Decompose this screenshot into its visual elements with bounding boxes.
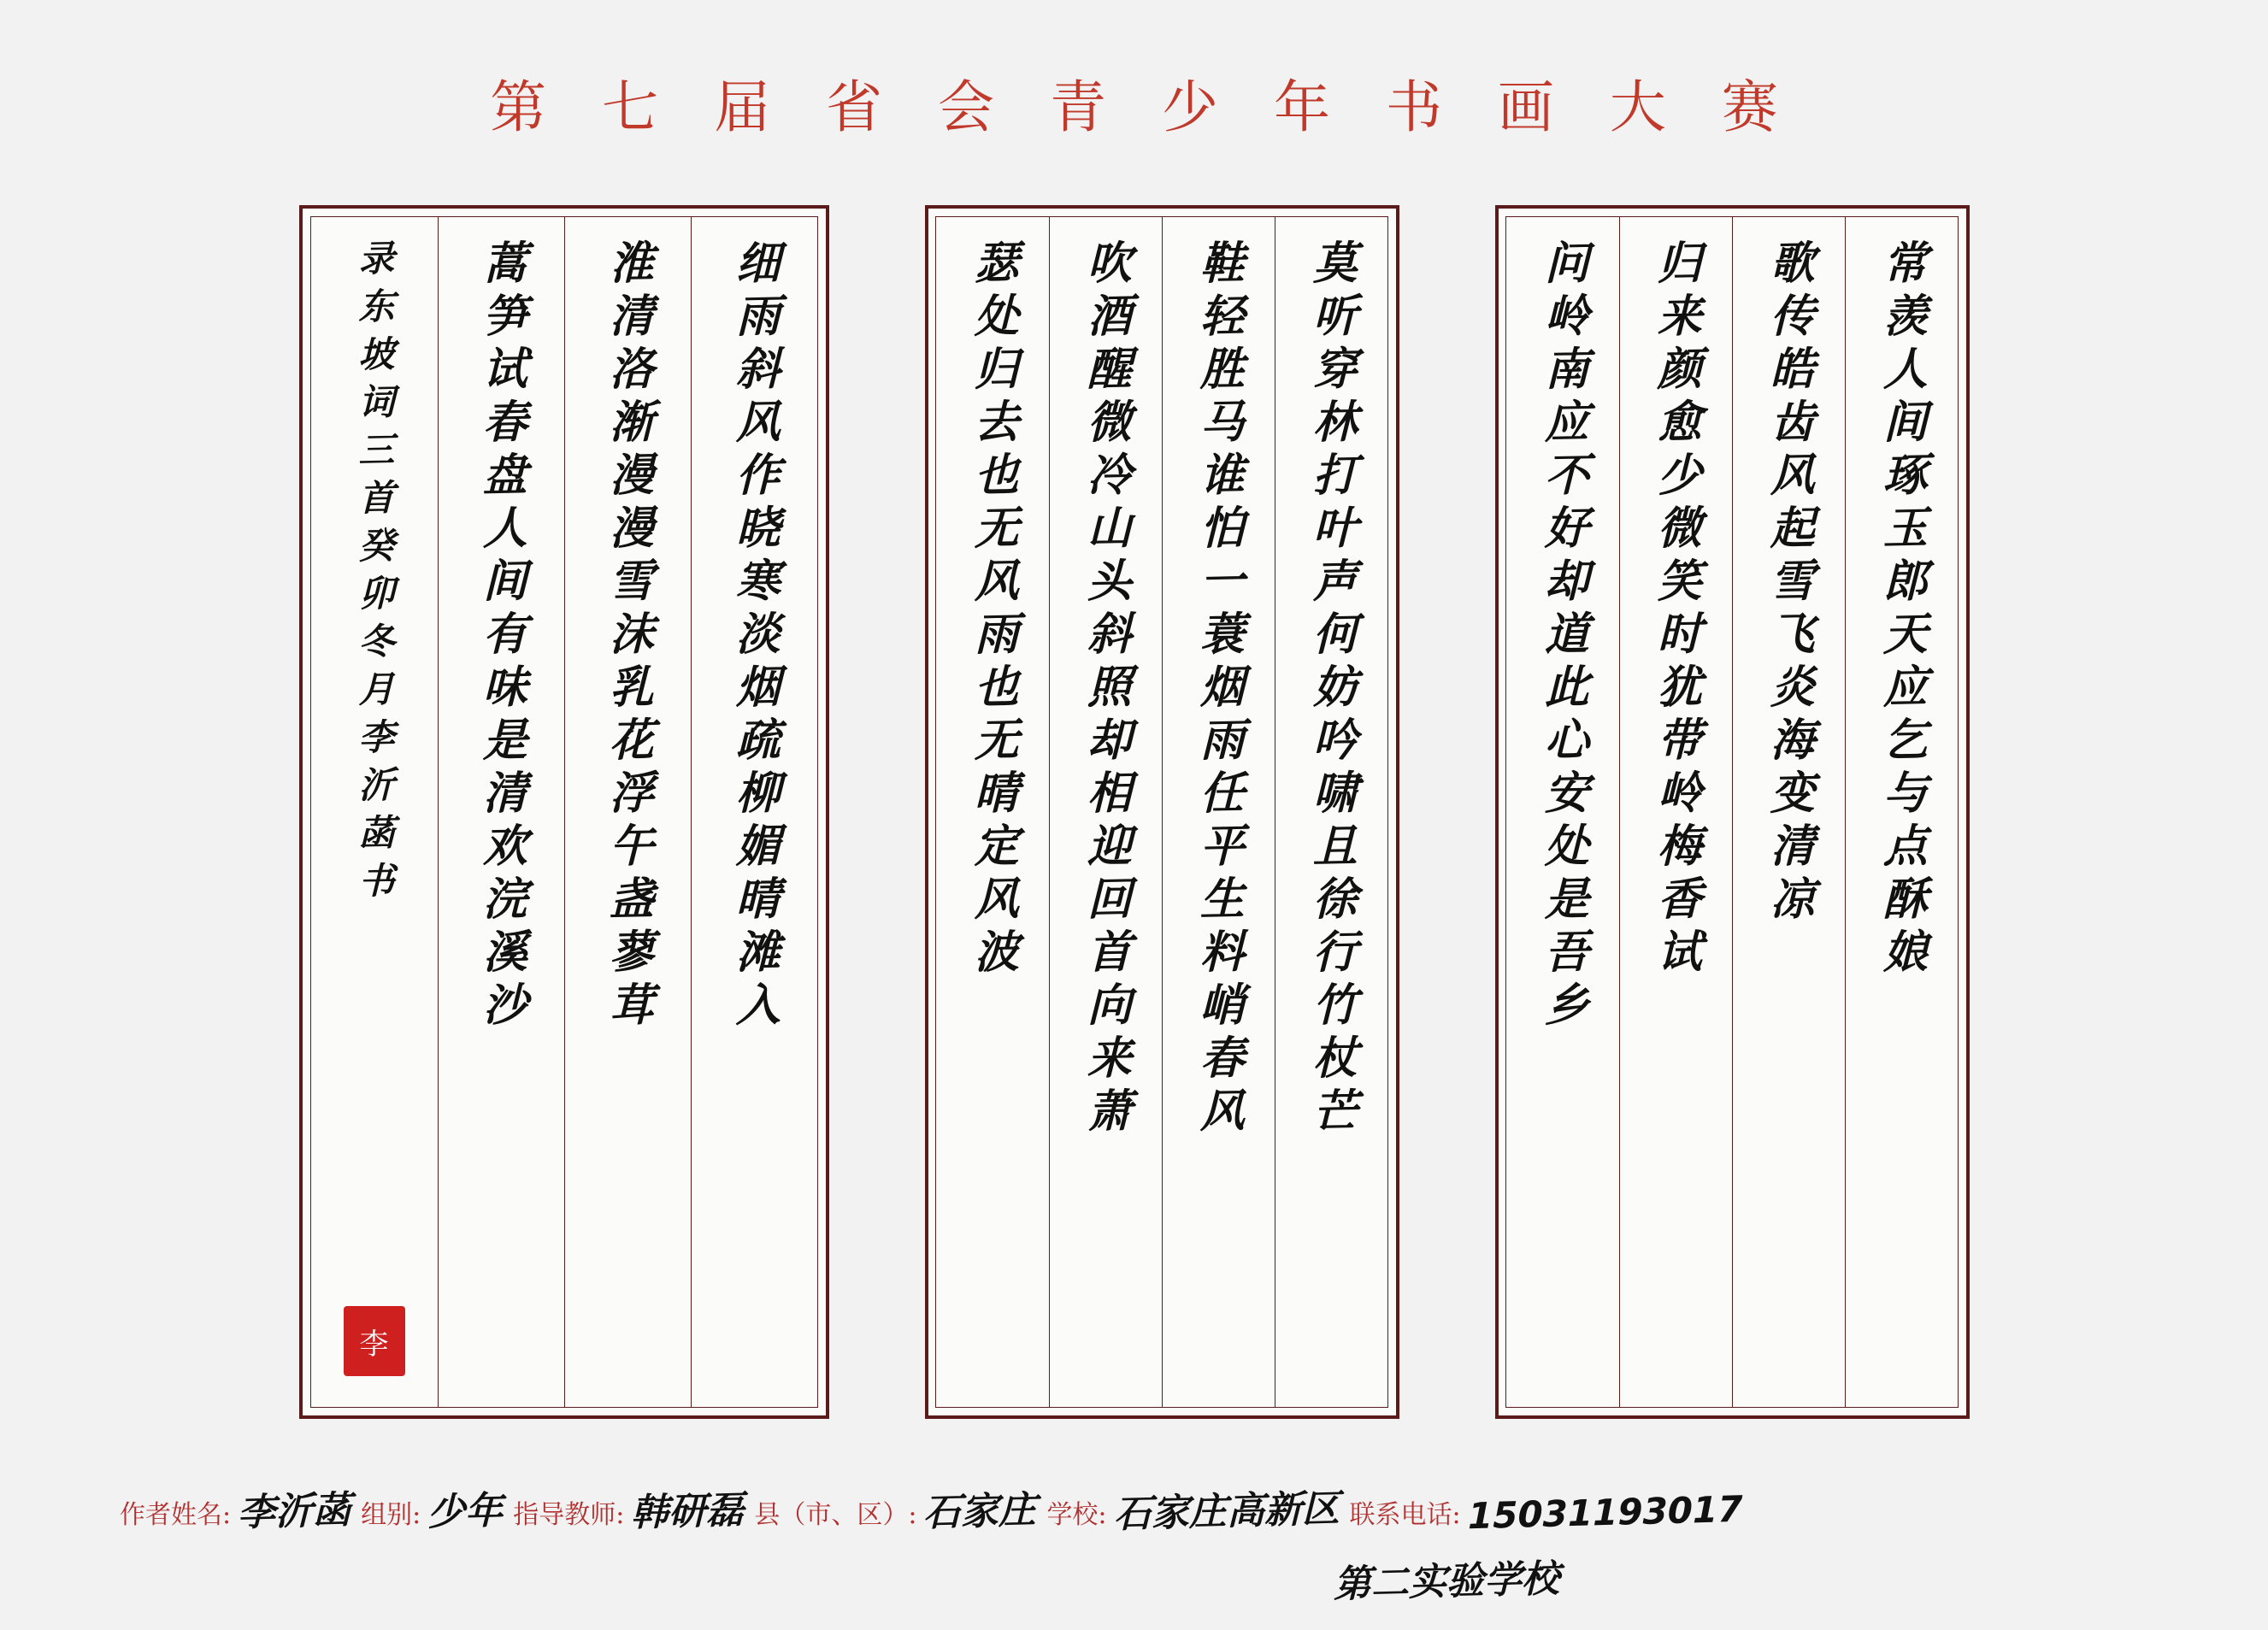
entry-form	[0, 1486, 2268, 1607]
group-category-label: 组别:	[361, 1500, 421, 1530]
field-district	[754, 1488, 1037, 1535]
panel-right-column-1	[1845, 217, 1958, 1407]
school-value: 石家庄高新区	[1113, 1486, 1340, 1537]
calligraphy-line: 莫听穿林打叶声何妨吟啸且徐行竹杖芒	[1305, 238, 1358, 1141]
panel-middle-column-4	[936, 217, 1049, 1407]
panel-right	[1495, 205, 1970, 1419]
field-instructor-name	[513, 1488, 745, 1535]
artist-seal: 李	[344, 1306, 405, 1376]
author-name-value: 李沂菡	[238, 1488, 351, 1535]
panel-left-inner	[310, 216, 818, 1408]
field-phone	[1349, 1487, 1743, 1538]
panel-right-inner	[1505, 216, 1959, 1408]
panel-left-column-1	[691, 217, 817, 1407]
panel-left-column-2	[564, 217, 691, 1407]
panel-right-column-3	[1619, 217, 1732, 1407]
phone-label: 联系电话:	[1349, 1500, 1461, 1530]
panel-left-column-3	[438, 217, 564, 1407]
district-value: 石家庄	[923, 1488, 1037, 1535]
instructor-name-label: 指导教师:	[513, 1500, 625, 1530]
entry-form-row	[120, 1486, 2148, 1538]
calligraphy-line: 常羡人间琢玉郎天应乞与点酥娘	[1875, 238, 1928, 982]
panel-middle-column-1	[1275, 217, 1387, 1407]
calligraphy-line: 细雨斜风作晓寒淡烟疏柳媚晴滩入	[728, 238, 781, 1035]
panel-right-column-4	[1506, 217, 1619, 1407]
field-author-name	[120, 1488, 351, 1535]
calligraphy-line: 瑟处归去也无风雨也无晴定风波	[966, 238, 1019, 982]
panel-middle-inner	[935, 216, 1388, 1408]
group-category-value: 少年	[427, 1488, 504, 1535]
panel-middle-column-2	[1162, 217, 1275, 1407]
calligraphy-line: 蒿笋试春盘人间有味是清欢浣溪沙	[474, 238, 527, 1035]
calligraphy-line: 淮清洛渐漫漫雪沫乳花浮午盏蓼茸	[601, 238, 654, 1035]
panel-left	[299, 205, 829, 1419]
panel-middle	[925, 205, 1399, 1419]
instructor-name-value: 韩研磊	[631, 1488, 745, 1535]
district-label: 县（市、区）:	[754, 1500, 917, 1530]
field-school	[1046, 1486, 1340, 1537]
phone-value: 15031193017	[1467, 1487, 1743, 1538]
calligraphy-line: 歌传皓齿风起雪飞炎海变清凉	[1762, 238, 1815, 929]
school-label: 学校:	[1046, 1500, 1107, 1530]
panel-left-signature-column	[311, 217, 438, 1407]
panel-middle-column-3	[1049, 217, 1162, 1407]
signature-text: 录东坡词三首癸卯冬月李沂菡书	[353, 238, 396, 910]
calligraphy-line: 鞋轻胜马谁怕一蓑烟雨任平生料峭春风	[1192, 238, 1245, 1141]
calligraphy-line: 吹酒醒微冷山头斜照却相迎回首向来萧	[1079, 238, 1132, 1141]
page-title: 第 七 届 省 会 青 少 年 书 画 大 赛	[490, 74, 1797, 140]
calligraphy-panels	[0, 205, 2268, 1427]
school-value-second-line: 第二实验学校	[1334, 1556, 1559, 1607]
calligraphy-line: 归来颜愈少微笑时犹带岭梅香试	[1649, 238, 1702, 982]
panel-right-column-2	[1732, 217, 1845, 1407]
field-group-category	[361, 1488, 504, 1535]
calligraphy-line: 问岭南应不好却道此心安处是吾乡	[1536, 238, 1589, 1035]
author-name-label: 作者姓名:	[120, 1500, 232, 1530]
